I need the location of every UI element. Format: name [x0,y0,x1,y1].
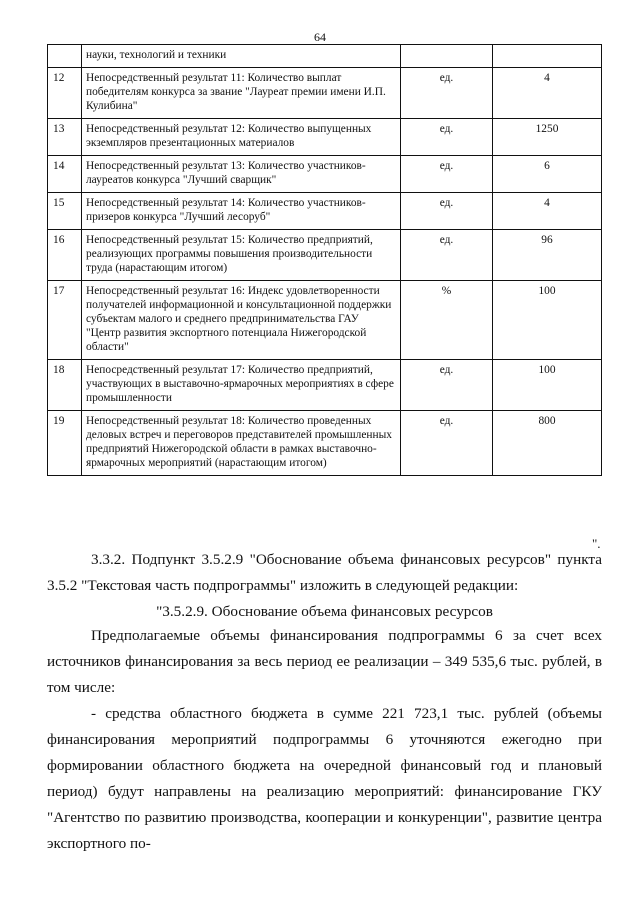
value-cell: 4 [493,193,602,230]
row-number: 17 [48,281,82,360]
row-number: 13 [48,119,82,156]
value-cell: 100 [493,360,602,411]
result-description: Непосредственный результат 12: Количество выпущенных экземпляров презентационных материалов [82,119,401,156]
row-number: 14 [48,156,82,193]
page-number: 64 [314,30,326,44]
result-description: науки, технологий и техники [82,45,401,68]
paragraph-funding-total: Предполагаемые объемы финансирования подпрограммы 6 за счет всех источников финансирования за весь период ее реализации – 349 535,6 тыс. рублей, в том числе: [47,627,602,696]
table-row [48,119,602,156]
table-row [48,68,602,119]
table-row [48,230,602,281]
results-table [47,44,602,476]
value-cell: 4 [493,68,602,119]
paragraph-regional-budget: - средства областного бюджета в сумме 221 723,1 тыс. рублей (объемы финансирования мероприятий подпрограммы 6 уточняются ежегодно при формировании областного бюджета на очередной финансовый год и плановый период) будут направлены на реализацию мероприятий: финансирование ГКУ "Агентство по развитию производства, кооперации и конкуренции", развитие центра экспортного по- [47,705,602,852]
value-cell [493,45,602,68]
value-cell: 100 [493,281,602,360]
unit-cell: ед. [401,230,493,281]
result-description: Непосредственный результат 16: Индекс удовлетворенности получателей информационной и консультационной поддержки субъектам малого и среднего предпринимательства ГАУ "Центр развития экспортного потенциала Нижегородской области" [82,281,401,360]
unit-cell: ед. [401,68,493,119]
result-description: Непосредственный результат 11: Количество выплат победителям конкурса за звание "Лауреат премии имени И.П. Кулибина" [82,68,401,119]
unit-cell: ед. [401,193,493,230]
table-row [48,156,602,193]
row-number: 12 [48,68,82,119]
unit-cell: ед. [401,119,493,156]
row-number: 19 [48,411,82,476]
unit-cell: % [401,281,493,360]
value-cell: 6 [493,156,602,193]
result-description: Непосредственный результат 13: Количество участников-лауреатов конкурса "Лучший сварщик" [82,156,401,193]
value-cell: 800 [493,411,602,476]
row-number: 16 [48,230,82,281]
result-description: Непосредственный результат 18: Количество проведенных деловых встреч и переговоров представителей промышленных предприятий Нижегородской области в рамках выставочно-ярмарочных мероприятий (нарастающим итогом) [82,411,401,476]
unit-cell [401,45,493,68]
unit-cell: ед. [401,360,493,411]
section-heading: "3.5.2.9. Обоснование объема финансовых ресурсов [156,603,493,620]
unit-cell: ед. [401,411,493,476]
table-row [48,45,602,68]
quote-end-mark: ". [592,536,601,551]
result-description: Непосредственный результат 15: Количество предприятий, реализующих программы повышения производительности труда (нарастающим итогом) [82,230,401,281]
table-row [48,411,602,476]
unit-cell: ед. [401,156,493,193]
paragraph-amendment: 3.3.2. Подпункт 3.5.2.9 "Обоснование объема финансовых ресурсов" пункта 3.5.2 "Текстовая часть подпрограммы" изложить в следующей редакции: [47,551,602,594]
value-cell: 1250 [493,119,602,156]
row-number: 18 [48,360,82,411]
table-row [48,360,602,411]
result-description: Непосредственный результат 14: Количество участников-призеров конкурса "Лучший лесоруб" [82,193,401,230]
value-cell: 96 [493,230,602,281]
table-row [48,281,602,360]
row-number: 15 [48,193,82,230]
row-number [48,45,82,68]
table-row [48,193,602,230]
result-description: Непосредственный результат 17: Количество предприятий, участвующих в выставочно-ярмарочных мероприятиях в сфере промышленности [82,360,401,411]
